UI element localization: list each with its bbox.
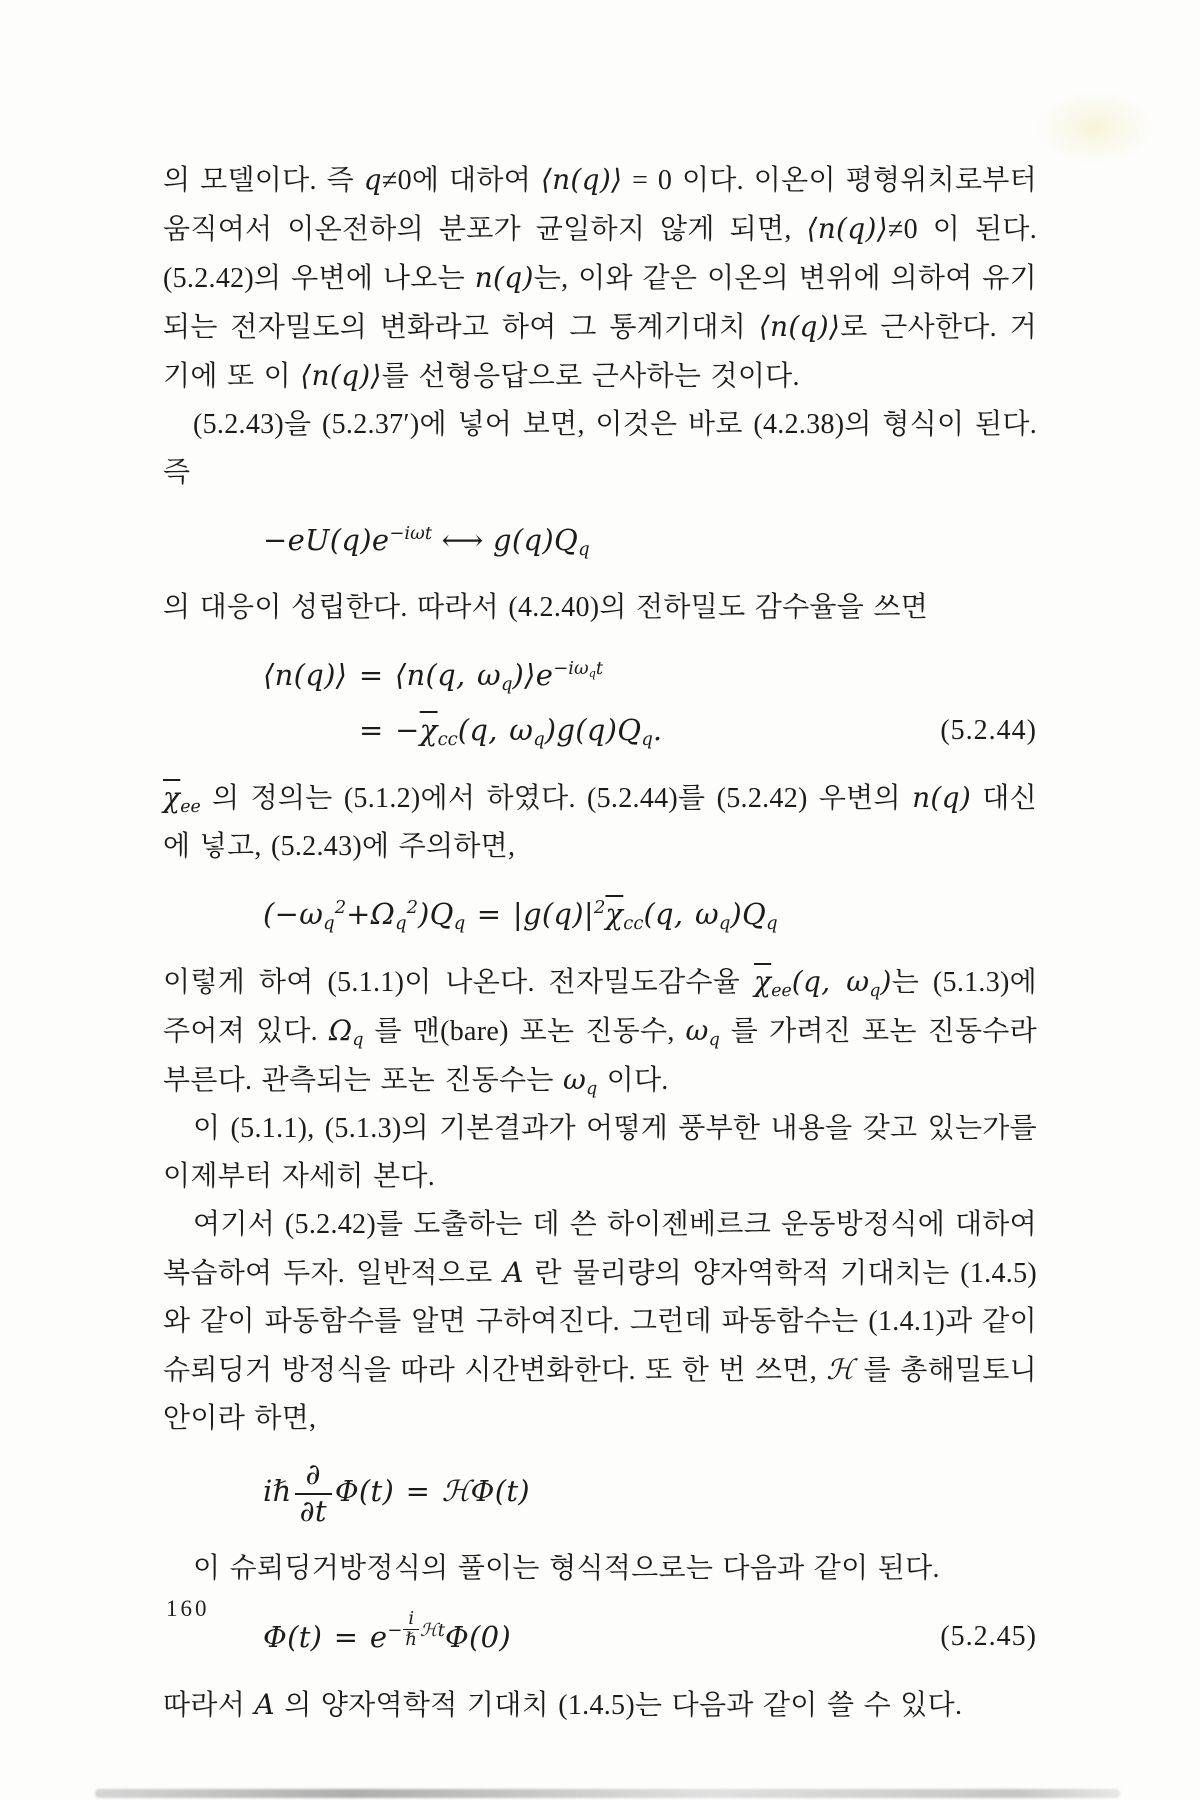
math-expression: $(-\omega_q^2+\Omega_q^2)Q_q = |g(q)|^2\overline{\chi}_{cc}(q$, $\omega_q)Q_q$ — [263, 897, 778, 935]
paragraph: 따라서 A 의 양자역학적 기대치 (1.4.5)는 다음과 같이 쓸 수 있다. — [163, 1688, 963, 1722]
equation-line — [263, 513, 1037, 568]
paragraph: $\overline{\chi}_{ee}$ 의 정의는 (5.1.2)에서 하였다. (5.2.44)를 (5.2.42) 우변의 n(q) 대신에 넣고, (5.2.43)에 주의하면, — [163, 781, 1038, 862]
equation-line — [263, 887, 1037, 942]
math-expression: $-eU(q)e^{-i\omega t}$ ⟷ $g(q)Q_q$ — [263, 523, 590, 561]
equation — [263, 887, 1037, 942]
equation-line — [263, 648, 1037, 703]
math-expression: ⟨n(q)⟩ = ⟨n(q, $\omega_q)⟩e^{-i\omega_qt}$ — [263, 658, 604, 696]
scan-artifact-blotch — [1035, 90, 1155, 165]
paragraph: (5.2.43)을 (5.2.37′)에 넣어 보면, 이것은 바로 (4.2.38)의 형식이 된다. 즉 — [163, 409, 1037, 488]
equation — [263, 1609, 1037, 1665]
paragraph: 의 대응이 성립한다. 따라서 (4.2.40)의 전하밀도 감수율을 쓰면 — [163, 592, 929, 623]
math-expression: iℏ $\frac{\partial}{\partial t}$ Φ(t) = ℋΦ(t) — [263, 1457, 530, 1528]
math-expression: = $-\overline{\chi}_{cc}(q$, $\omega_q)g(q)Q_q$. — [359, 713, 663, 751]
equation — [263, 648, 1037, 758]
scan-artifact-band — [95, 1789, 1120, 1798]
paragraph: 이 (5.1.1), (5.1.3)의 기본결과가 어떻게 풍부한 내용을 갖고 있는가를 이제부터 자세히 본다. — [163, 1113, 1037, 1192]
equation-number: (5.2.44) — [940, 714, 1037, 746]
paragraph: 의 모델이다. 즉 q≠0에 대하여 ⟨n(q)⟩ = 0 이다. 이온이 평형위치로부터 움직여서 이온전하의 분포가 균일하지 않게 되면, ⟨n(q)⟩≠0 이 된다. (5.2.42)의 우변에 나오는 n(q)는, 이와 같은 이온의 변위에 의하여 유기되는 전자밀도의 변화라고 하여 그 통계기대치 ⟨n(q)⟩로 근사한다. 거기에 또 이 ⟨n(q)⟩를 선형응답으로 근사하는 것이다. — [163, 163, 1038, 392]
equation-line — [263, 1459, 1037, 1529]
math-expression: $\Phi(t) = e^{- \frac{i}{\text{ℏ}} ℋt}\Phi(0)$ — [263, 1607, 512, 1655]
equation-line — [263, 1609, 1037, 1665]
equation — [263, 1459, 1037, 1529]
paragraph: 여기서 (5.2.42)를 도출하는 데 쓴 하이젠베르크 운동방정식에 대하여 복습하여 두자. 일반적으로 A 란 물리량의 양자역학적 기대치는 (1.4.5)와 같이 파동함수를 알면 구하여진다. 그런데 파동함수는 (1.4.1)과 같이 슈뢰딩거 방정식을 따라 시간변화한다. 또 한 번 쓰면, ℋ 를 총해밀토니안이라 하면, — [163, 1209, 1038, 1434]
paragraph: 이 슈뢰딩거방정식의 풀이는 형식적으로는 다음과 같이 된다. — [193, 1552, 940, 1584]
page-number: 160 — [166, 1596, 210, 1621]
equation-number: (5.2.45) — [940, 1621, 1037, 1653]
equation — [263, 513, 1037, 568]
page-text-body — [163, 156, 1037, 1730]
paragraph: 이렇게 하여 (5.1.1)이 나온다. 전자밀도감수율 $\overline{\chi}_{ee}(q$, $\omega_q$)는 (5.1.3)에 주어져 있다. $\Omega_q$ 를 맨(bare) 포논 진동수, $\omega_q$ 를 가려진 포논 진동수라 부른다. 관측되는 포논 진동수는 $\omega_q$ 이다. — [163, 965, 1037, 1099]
equation-line — [359, 703, 1037, 758]
